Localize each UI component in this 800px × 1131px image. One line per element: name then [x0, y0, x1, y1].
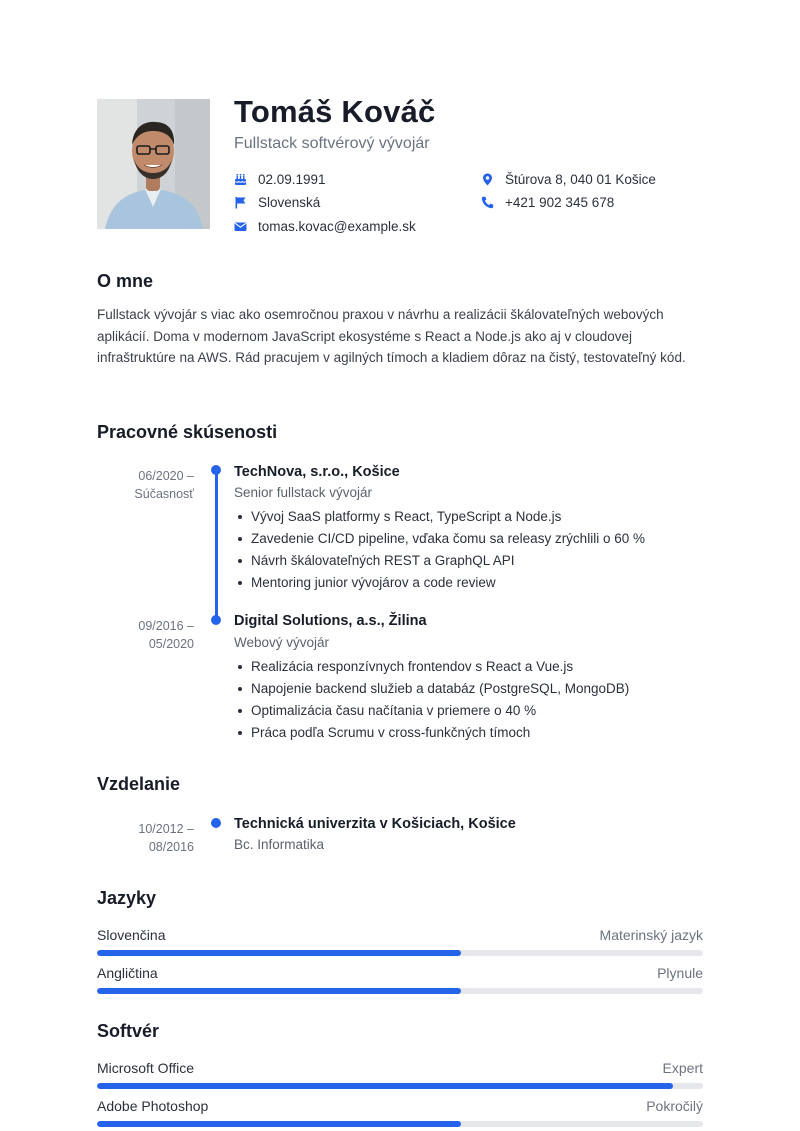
- language-row: [97, 926, 703, 956]
- timeline-dot: [211, 818, 221, 828]
- about-text: Fullstack vývojár s viac ako osemročnou praxou v návrhu a realizácii škálovateľných webových aplikácií. Doma v modernom JavaScript ekosystéme s React a Node.js ako aj v cloudovej infraštruktúre na AWS. Rád pracujem v agilných tímoch a kladiem dôraz na čistý, testovateľný kód.: [97, 307, 686, 365]
- edu-1-dates: [104, 820, 194, 856]
- level-bar-fill: [97, 988, 461, 994]
- birthdate-value: 02.09.1991: [258, 171, 326, 187]
- list-item: Realizácia responzívnych frontendov s React a Vue.js: [234, 656, 629, 678]
- education-heading: Vzdelanie: [97, 774, 181, 794]
- job-2-dates: [104, 617, 194, 653]
- list-item: Optimalizácia času načítania v priemere o 40 %: [234, 700, 629, 722]
- job-1-date-from: 06/2020 –: [138, 469, 194, 483]
- about-heading: O mne: [97, 271, 154, 291]
- level-bar-fill: [97, 1121, 461, 1127]
- language-name: Angličtina: [97, 965, 158, 981]
- list-item: Mentoring junior vývojárov a code review: [234, 572, 645, 594]
- job-2-date-from: 09/2016 –: [138, 619, 194, 633]
- job-1-dates: [104, 467, 194, 503]
- birthday-cake-icon: [234, 173, 247, 186]
- list-item: Práca podľa Scrumu v cross-funkčných tímoch: [234, 722, 629, 744]
- list-item: Zavedenie CI/CD pipeline, vďaka čomu sa releasy zrýchlili o 60 %: [234, 528, 645, 550]
- software-name: Adobe Photoshop: [97, 1098, 209, 1114]
- timeline-dot: [211, 465, 221, 475]
- edu-1-school: Technická univerzita v Košiciach, Košice: [234, 816, 516, 832]
- level-bar: [97, 988, 703, 994]
- experience-heading: Pracovné skúsenosti: [97, 422, 278, 442]
- language-level: Plynule: [657, 965, 703, 981]
- flag-icon: [234, 196, 247, 209]
- profile-photo: [97, 99, 210, 229]
- language-level: Materinský jazyk: [599, 927, 703, 943]
- edu-1-degree: Bc. Informatika: [234, 837, 325, 852]
- nationality-value: Slovenská: [258, 194, 321, 210]
- edu-1-date-to: 08/2016: [148, 840, 194, 854]
- level-bar-fill: [97, 1083, 673, 1089]
- software-row: [97, 1097, 703, 1127]
- list-item: Vývoj SaaS platformy s React, TypeScript a Node.js: [234, 506, 645, 528]
- phone-icon: [481, 196, 494, 209]
- job-2-position: Webový vývojár: [234, 635, 330, 650]
- language-name: Slovenčina: [97, 927, 166, 943]
- job-1-position: Senior fullstack vývojár: [234, 485, 373, 500]
- job-2-bullets: [234, 656, 629, 744]
- timeline-dot: [211, 615, 221, 625]
- person-name: Tomáš Kováč: [234, 94, 436, 129]
- address-value: Štúrova 8, 040 01 Košice: [505, 171, 656, 187]
- language-row: [97, 964, 703, 994]
- envelope-icon: [234, 220, 247, 233]
- level-bar-fill: [97, 950, 461, 956]
- contact-nationality: [234, 193, 320, 211]
- list-item: Napojenie backend služieb a databáz (PostgreSQL, MongoDB): [234, 678, 629, 700]
- level-bar: [97, 1121, 703, 1127]
- contact-email[interactable]: [234, 217, 416, 235]
- software-heading: Softvér: [97, 1021, 160, 1041]
- contact-phone[interactable]: [481, 193, 614, 211]
- timeline-line: [215, 470, 218, 616]
- contact-address: [481, 170, 656, 188]
- email-value[interactable]: tomas.kovac@example.sk: [258, 218, 416, 234]
- languages-heading: Jazyky: [97, 888, 157, 908]
- job-1-bullets: [234, 506, 645, 594]
- level-bar: [97, 1083, 703, 1089]
- level-bar: [97, 950, 703, 956]
- phone-value[interactable]: +421 902 345 678: [505, 194, 615, 210]
- portrait-image: [97, 99, 210, 229]
- map-pin-icon: [481, 173, 494, 186]
- job-2-date-to: 05/2020: [148, 637, 194, 651]
- job-2-company: Digital Solutions, a.s., Žilina: [234, 613, 427, 629]
- edu-1-date-from: 10/2012 –: [138, 822, 194, 836]
- job-title: Fullstack softvérový vývojár: [234, 135, 430, 152]
- software-name: Microsoft Office: [97, 1060, 194, 1076]
- software-level: Pokročilý: [646, 1098, 703, 1114]
- contact-birthdate: [234, 170, 326, 188]
- job-1-company: TechNova, s.r.o., Košice: [234, 464, 400, 480]
- job-1-date-to: Súčasnosť: [134, 487, 194, 501]
- list-item: Návrh škálovateľných REST a GraphQL API: [234, 550, 645, 572]
- software-row: [97, 1059, 703, 1089]
- software-level: Expert: [662, 1060, 703, 1076]
